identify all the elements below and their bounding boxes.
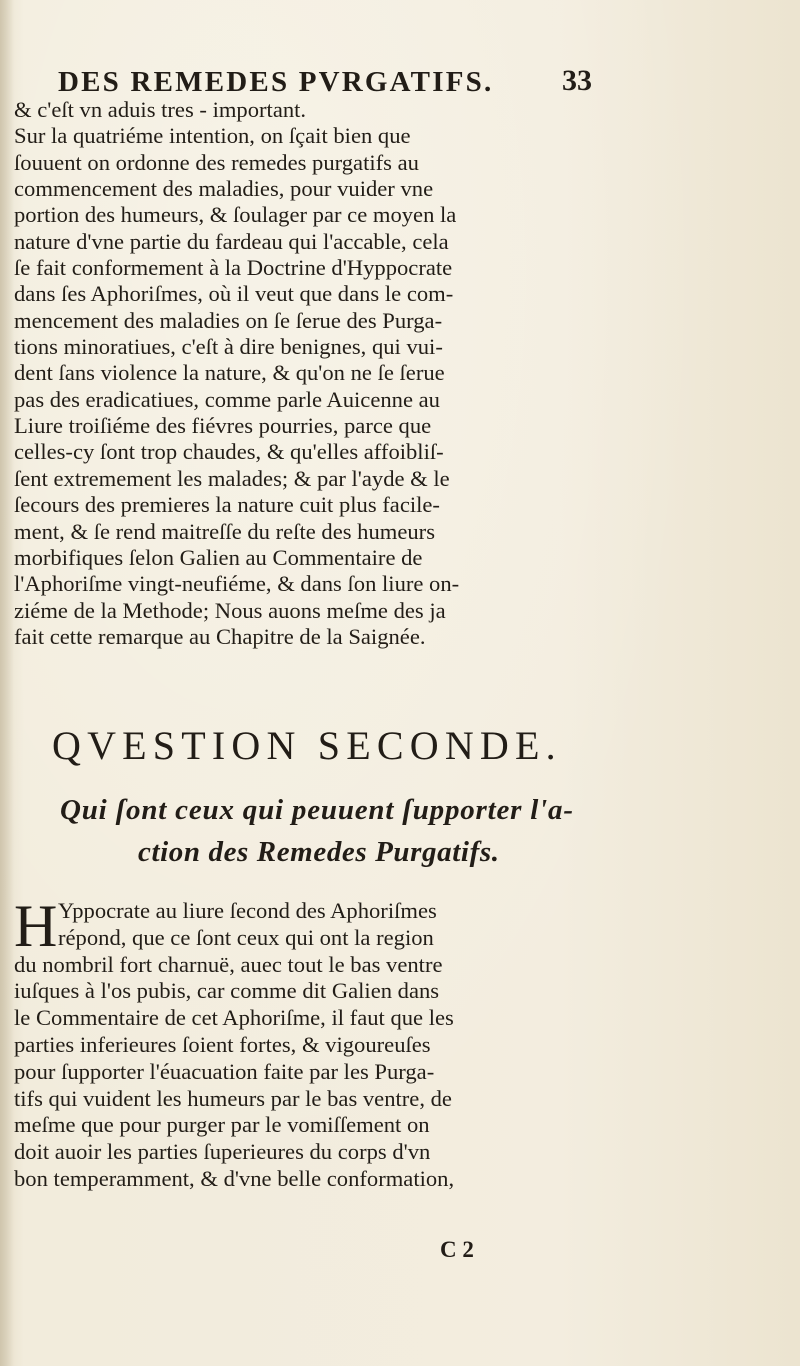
text-line: répond, que ce ſont ceux qui ont la region — [58, 924, 434, 950]
text-line: doit auoir les parties ſuperieures du corps d'vn — [14, 1139, 431, 1165]
subheading-line: ction des Remedes Purgatifs. — [138, 836, 500, 868]
text-line: ſent extremement les malades; & par l'ayde & le — [14, 465, 450, 491]
text-line: Yppocrate au liure ſecond des Aphoriſmes — [58, 898, 437, 923]
text-line: celles-cy ſont trop chaudes, & qu'elles affoibliſ- — [14, 439, 444, 465]
text-line: ſecours des premieres la nature cuit plus facile- — [14, 492, 440, 518]
text-line: fait cette remarque au Chapitre de la Saignée. — [14, 623, 426, 649]
text-line: morbifiques ſelon Galien au Commentaire de — [14, 544, 423, 570]
text-line: commencement des maladies, pour vuider vne — [14, 176, 434, 202]
text-line: dent ſans violence la nature, & qu'on ne ſe ſerue — [14, 360, 445, 386]
catchword: C 2 — [440, 1237, 474, 1262]
paragraph-1 — [14, 97, 604, 650]
section-heading: QVESTION SECONDE. — [52, 723, 562, 768]
text-line: portion des humeurs, & ſoulager par ce moyen la — [14, 202, 457, 228]
subheading-line: Qui ſont ceux qui peuuent ſupporter l'a- — [60, 794, 574, 826]
text-line: ſe fait conformement à la Doctrine d'Hyppocrate — [14, 255, 453, 281]
text-line: dans ſes Aphoriſmes, où il veut que dans le com- — [14, 281, 454, 307]
text-line: mencement des maladies on ſe ſerue des Purga- — [14, 307, 443, 333]
text-line: du nombril fort charnuë, auec tout le bas ventre — [14, 951, 443, 977]
text-line: iuſques à l'os pubis, car comme dit Galien dans — [14, 978, 440, 1004]
text-line: pour ſupporter l'éuacuation faite par les Purga- — [14, 1058, 435, 1084]
text-line: ſouuent on ordonne des remedes purgatifs au — [14, 149, 419, 175]
text-line: nature d'vne partie du fardeau qui l'accable, cela — [14, 228, 449, 254]
drop-initial: H — [14, 893, 58, 959]
running-head: DES REMEDES PVRGATIFS. — [58, 66, 494, 98]
text-line: ziéme de la Methode; Nous auons meſme des ja — [14, 597, 446, 623]
paragraph-2 — [14, 893, 604, 1193]
text-line: l'Aphoriſme vingt-neufiéme, & dans ſon liure on- — [14, 571, 460, 597]
page-number: 33 — [562, 64, 592, 97]
text-line: le Commentaire de cet Aphoriſme, il faut que les — [14, 1005, 454, 1031]
text-line: ment, & ſe rend maitreſſe du reſte des humeurs — [14, 518, 435, 544]
text-line: tifs qui vuident les humeurs par le bas ventre, de — [14, 1085, 452, 1111]
page-gutter-shadow — [0, 0, 14, 1366]
text-line: Liure troiſiéme des fiévres pourries, parce que — [14, 413, 432, 439]
text-line: bon temperamment, & d'vne belle conformation, — [14, 1165, 455, 1191]
text-line: & c'eſt vn aduis tres - important. — [14, 97, 307, 122]
text-line: pas des eradicatiues, comme parle Auicenne au — [14, 386, 440, 412]
text-line: parties inferieures ſoient fortes, & vigoureuſes — [14, 1031, 431, 1057]
text-line: meſme que pour purger par le vomiſſement on — [14, 1112, 430, 1138]
text-line: Sur la quatriéme intention, on ſçait bien que — [14, 123, 411, 149]
text-line: tions minoratiues, c'eſt à dire benignes, qui vui- — [14, 334, 443, 360]
